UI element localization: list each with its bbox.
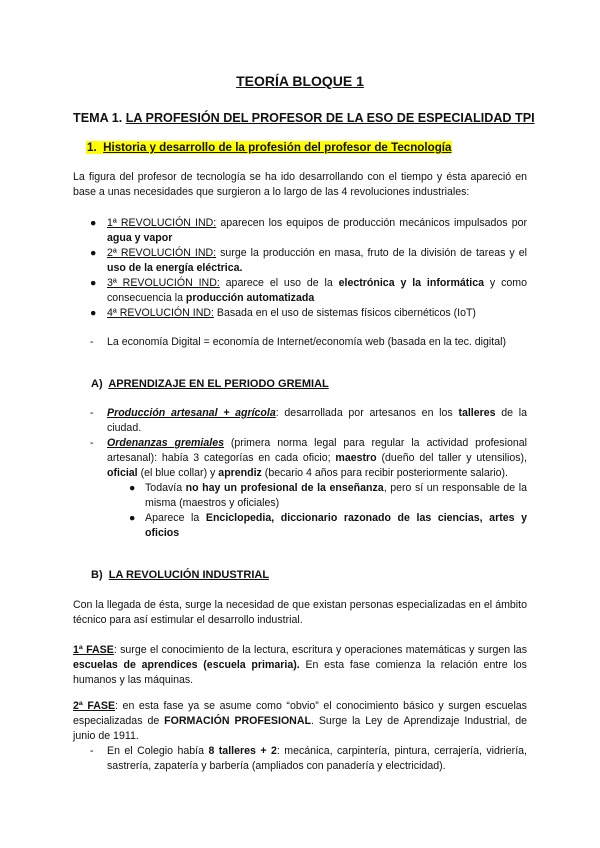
list-item: ● 4ª REVOLUCIÓN IND: Basada en el uso de sistemas físicos cibernéticos (IoT) (90, 307, 476, 320)
section1-heading (86, 140, 452, 156)
tema-text: LA PROFESIÓN DEL PROFESOR DE LA ESO DE ESPECIALIDAD TPI (125, 111, 535, 125)
gremial-list (73, 406, 527, 541)
tema-prefix: TEMA 1. (73, 111, 126, 125)
fase1-paragraph: 1ª FASE: surge el conocimiento de la lectura, escritura y operaciones matemáticas y surgen las escuelas de aprendices (escuela primaria). En esta fase comienza la relación entre los humanos y las máquinas. (73, 644, 527, 687)
economy-line: - La economía Digital = economía de Internet/economía web (basada en la tec. digital) (90, 336, 506, 348)
section1-number: 1. (87, 141, 97, 154)
list-item: ● Todavía no hay un profesional de la enseñanza, pero sí un responsable de la misma (maestros y oficiales) (129, 482, 528, 510)
fase2-paragraph: 2ª FASE: en esta fase ya se asume como “obvio” el conocimiento básico y surgen escuelas especializadas de FORMACIÓN PROFESIONAL. Surge la Ley de Aprendizaje Industrial, de junio de 1911. - En el Colegio había 8 talleres + 2: mecánica, carpintería, pintura, cerrajería, vidriería, sastrería, zapatería y barbería (ampliados con panadería y electricidad). (73, 699, 527, 774)
industrial-intro: Con la llegada de ésta, surge la necesidad de que existan personas especializadas en el ámbito técnico para así estimular el desarrollo industrial. (73, 599, 527, 627)
list-item: - Producción artesanal + agrícola: desarrollada por artesanos en los talleres de la ciudad. (90, 407, 527, 435)
list-item: ● 1ª REVOLUCIÓN IND: aparecen los equipos de producción mecánicos impulsados por agua y vapor (90, 217, 528, 245)
intro-paragraph: La figura del profesor de tecnología se ha ido desarrollando con el tiempo y ésta apareció en base a unas necesidades que surgieron a lo largo de las 4 revoluciones industriales: (73, 171, 527, 199)
page-title: TEORÍA BLOQUE 1 (236, 73, 364, 89)
section-a-heading: A) APRENDIZAJE EN EL PERIODO GREMIAL (91, 378, 329, 390)
list-item: ● Aparece la Enciclopedia, diccionario razonado de las ciencias, artes y oficios (129, 512, 527, 540)
section1-title: Historia y desarrollo de la profesión del profesor de Tecnología (103, 141, 452, 154)
revolutions-list (73, 216, 527, 321)
list-item: ● 2ª REVOLUCIÓN IND: surge la producción en masa, fruto de la división de tareas y el uso de la energía eléctrica. (90, 247, 527, 275)
tema-heading (73, 110, 535, 128)
list-item: - En el Colegio había 8 talleres + 2: mecánica, carpintería, pintura, cerrajería, vidriería, sastrería, zapatería y barbería (ampliados con panadería y electricidad). (90, 745, 527, 773)
list-item: - Ordenanzas gremiales (primera norma legal para regular la actividad profesional artesanal): había 3 categorías en cada oficio; maestro (dueño del taller y utensilios), oficial (el blue collar) y aprendiz (becario 4 años para recibir posteriormente salario). (90, 437, 527, 480)
list-item: ● 3ª REVOLUCIÓN IND: aparece el uso de la electrónica y la informática y como consecuencia la producción automatizada (90, 277, 527, 305)
section-b-heading: B) LA REVOLUCIÓN INDUSTRIAL (91, 569, 270, 581)
